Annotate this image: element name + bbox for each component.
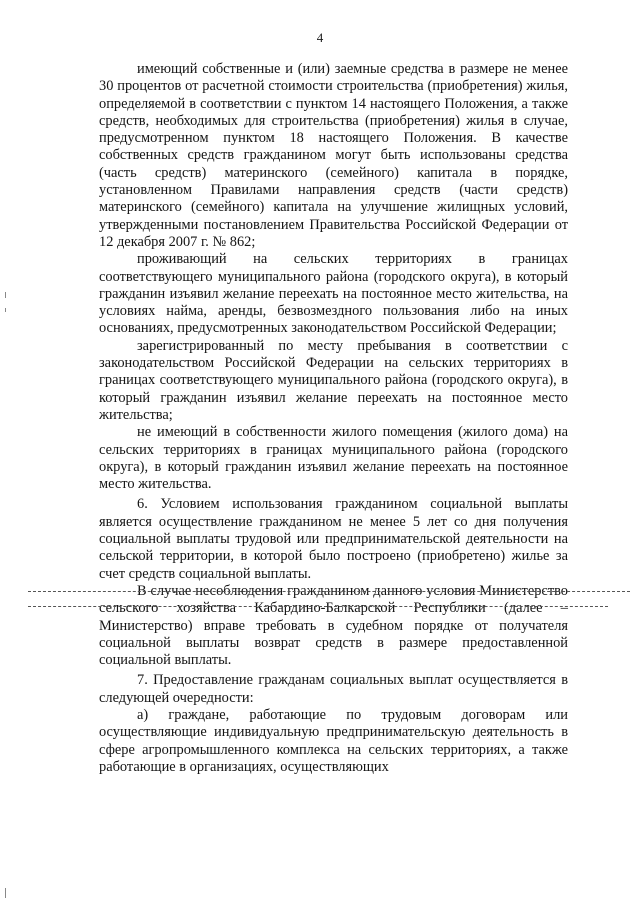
scan-artifact-line: [28, 591, 630, 592]
paragraph-section-6: 6. Условием использования гражданином социальной выплаты является осуществление гражданином не менее 5 лет со дня получения социальной выплаты трудовой или предпринимательской деятельности на сельской территории, в которой было построено (приобретено) жилье за счет средств социальной выплаты.: [99, 496, 568, 582]
paragraph-registered: зарегистрированный по месту пребывания в соответствии с законодательством Российской Федерации на сельских территориях в границах соответствующего муниципального района (городского округа), в который гражданин изъявил желание переехать на постоянное место жительства;: [99, 337, 568, 423]
paragraph-item-a: а) граждане, работающие по трудовым договорам или осуществляющие индивидуальную предпринимательскую деятельность в сфере агропромышленного комплекса на сельских территориях, а также работающие в организациях, осуществляющих: [99, 706, 568, 775]
margin-speck: [5, 888, 6, 898]
scan-artifact-line: [28, 606, 608, 607]
margin-speck: [5, 292, 6, 298]
page-number: 4: [316, 30, 324, 45]
paragraph-residing: проживающий на сельских территориях в границах соответствующего муниципального района (городского округа), в который гражданин изъявил желание переехать на постоянное место жительства, на условиях найма, аренды, безвозмездного пользования либо на иных основаниях, предусмотренных законодательством Российской Федерации;: [99, 251, 568, 337]
paragraph-section-7: 7. Предоставление гражданам социальных выплат осуществляется в следующей очередности:: [99, 672, 568, 706]
paragraph-own-funds: имеющий собственные и (или) заемные средства в размере не менее 30 процентов от расчетной стоимости строительства (приобретения) жилья, определяемой в соответствии с пунктом 14 настоящего Положения, а также средств, необходимых для строительства (приобретения) жилья в случае, предусмотренном пунктом 18 настоящего Положения. В качестве собственных средств гражданином могут быть использованы средства (часть средств) материнского (семейного) капитала в порядке, установленном Правилами направления средств (части средств) материнского (семейного) капитала на улучшение жилищных условий, утвержденными постановлением Правительства Российской Федерации от 12 декабря 2007 г. № 862;: [99, 61, 568, 250]
document-body: [99, 61, 568, 776]
paragraph-no-property: не имеющий в собственности жилого помещения (жилого дома) на сельских территориях в границах муниципального района (городского округа), в который гражданин изъявил желание переехать на постоянное место жительства.: [99, 424, 568, 493]
paragraph-non-compliance: В случае несоблюдения гражданином данного условия Министерство сельского хозяйства Кабардино-Балкарской Республики (далее – Министерство) вправе требовать в судебном порядке от получателя социальной выплаты возврат средств в размере предоставленной социальной выплаты.: [99, 582, 568, 669]
margin-speck: [5, 308, 6, 312]
